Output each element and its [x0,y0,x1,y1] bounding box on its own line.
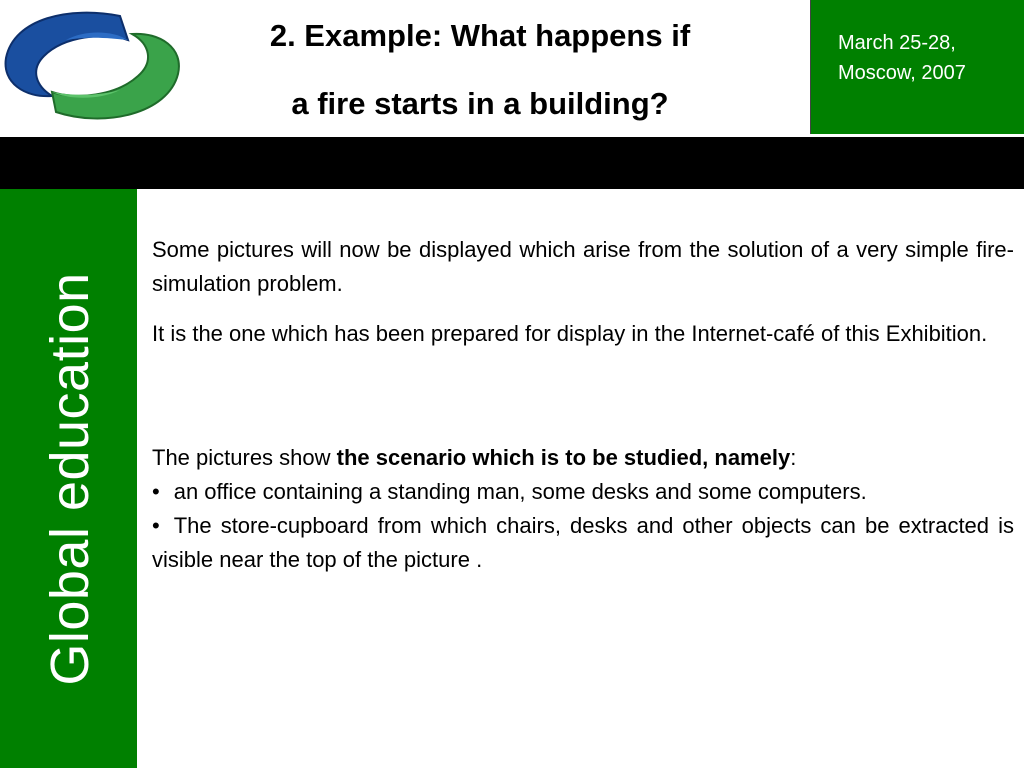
sidebar-label: Global education [40,272,100,686]
title-line-1: 2. Example: What happens if [269,18,691,53]
slide-body [152,233,1014,577]
s-swirl-logo-icon [0,0,185,134]
paragraph-2: It is the one which has been prepared for display in the Internet-café of this Exhibition. [152,321,988,346]
paragraph-3-bold: the scenario which is to be studied, namely [336,445,791,470]
header-divider-bar [0,137,1024,189]
bullet-item-2 [152,509,1014,577]
slide-title [190,0,770,134]
bullet-icon: • [152,479,160,504]
title-line-2: a fire starts in a building? [291,86,669,121]
bullet-icon: • [152,513,160,538]
logo [0,0,185,134]
paragraph-3-prefix: The pictures show [152,445,337,470]
date-line-2: Moscow, 2007 [838,62,966,84]
bullet-item-1 [152,475,1014,509]
bullet-text-1: an office containing a standing man, some desks and some computers. [173,479,867,504]
date-line-1: March 25-28, [838,32,956,54]
paragraph-3 [152,441,1014,475]
paragraph-3-suffix: : [790,445,797,470]
paragraph-1: Some pictures will now be displayed which arise from the solution of a very simple fire-simulation problem. [152,237,1014,296]
date-box [810,0,1024,134]
bullet-text-2: The store-cupboard from which chairs, desks and other objects can be extracted is visible near the top of the picture . [152,513,1014,572]
